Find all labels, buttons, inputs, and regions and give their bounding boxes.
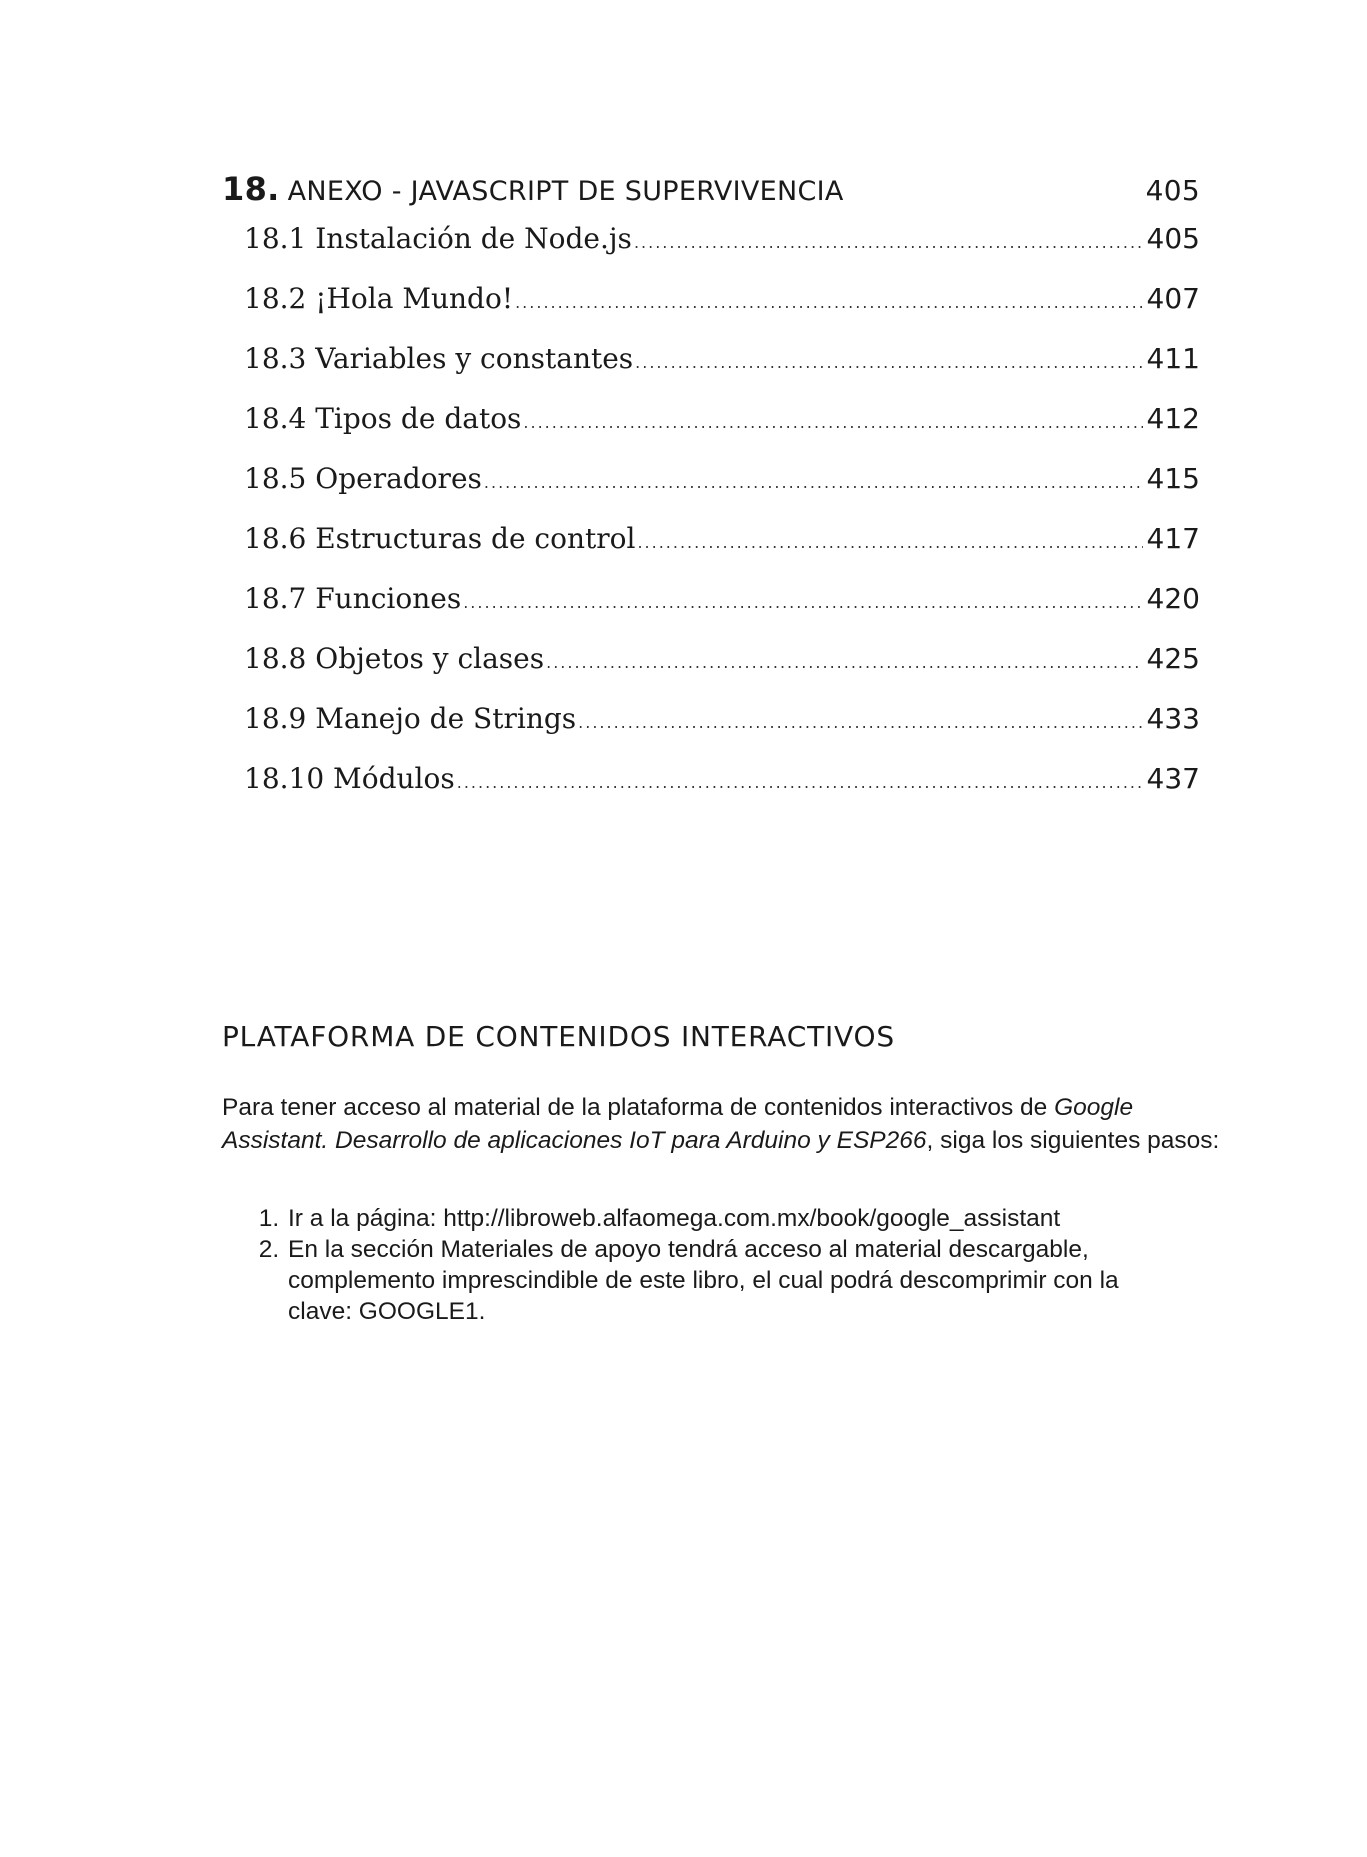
toc-entry-page: 433	[1146, 702, 1200, 735]
toc-entry	[244, 342, 1200, 402]
steps-list	[222, 1203, 1166, 1327]
dot-leader	[578, 713, 1142, 732]
toc-entry-page: 417	[1146, 522, 1200, 555]
chapter-heading	[222, 170, 1200, 222]
toc-entry-title: 18.9 Manejo de Strings	[244, 702, 577, 735]
dot-leader	[463, 593, 1142, 612]
dot-leader	[484, 473, 1143, 492]
toc-entry	[244, 402, 1200, 462]
dot-leader	[637, 533, 1142, 552]
toc-entry-title: 18.4 Tipos de datos	[244, 402, 522, 435]
toc-entry-title: 18.1 Instalación de Node.js	[244, 222, 632, 255]
toc-entry-page: 407	[1146, 282, 1200, 315]
dot-leader	[515, 293, 1142, 312]
toc-entry-title: 18.5 Operadores	[244, 462, 482, 495]
dot-leader	[523, 413, 1142, 432]
toc-entry	[244, 222, 1200, 282]
chapter-page-number: 405	[1145, 174, 1200, 207]
toc-entry-list	[222, 222, 1200, 822]
toc-entry-title: 18.2 ¡Hola Mundo!	[244, 282, 514, 315]
chapter-number: 18.	[222, 170, 280, 208]
book-title: Google Assistant. Desarrollo de aplicaciones IoT para Arduino y ESP266	[222, 1094, 1134, 1154]
toc-entry-title: 18.10 Módulos	[244, 762, 455, 795]
toc-entry-page: 412	[1146, 402, 1200, 435]
toc-entry-page: 425	[1146, 642, 1200, 675]
toc-entry-title: 18.6 Estructuras de control	[244, 522, 636, 555]
dot-leader	[635, 353, 1142, 372]
step-item: 2. En la sección Materiales de apoyo tendrá acceso al material descargable, complemento imprescindible de este libro, el cual podrá descomprimir con la clave: GOOGLE1.	[286, 1234, 1166, 1327]
toc-entry	[244, 282, 1200, 342]
intro-text-end: , siga los siguientes pasos:	[926, 1127, 1220, 1154]
toc-entry-title: 18.7 Funciones	[244, 582, 462, 615]
toc-entry-title: 18.3 Variables y constantes	[244, 342, 634, 375]
toc-entry	[244, 702, 1200, 762]
platform-heading: PLATAFORMA DE CONTENIDOS INTERACTIVOS	[222, 1020, 895, 1053]
toc-entry	[244, 762, 1200, 822]
toc-entry	[244, 462, 1200, 522]
toc-entry-page: 437	[1146, 762, 1200, 795]
toc-entry-page: 411	[1146, 342, 1200, 375]
dot-leader	[634, 233, 1143, 252]
toc-entry	[244, 522, 1200, 582]
toc-entry	[244, 582, 1200, 642]
toc-entry-title: 18.8 Objetos y clases	[244, 642, 545, 675]
toc-entry	[244, 642, 1200, 702]
intro-text-start: Para tener acceso al material de la plataforma de contenidos interactivos de	[222, 1094, 1055, 1121]
dot-leader	[457, 773, 1143, 792]
step-item: 1. Ir a la página: http://libroweb.alfaomega.com.mx/book/google_assistant	[286, 1203, 1166, 1234]
dot-leader	[546, 653, 1142, 672]
table-of-contents	[222, 170, 1200, 822]
toc-entry-page: 405	[1146, 222, 1200, 255]
platform-intro	[222, 1091, 1222, 1157]
toc-entry-page: 420	[1146, 582, 1200, 615]
chapter-title: ANEXO - JAVASCRIPT DE SUPERVIVENCIA	[287, 176, 844, 207]
platform-section	[222, 1020, 1222, 1327]
toc-entry-page: 415	[1146, 462, 1200, 495]
